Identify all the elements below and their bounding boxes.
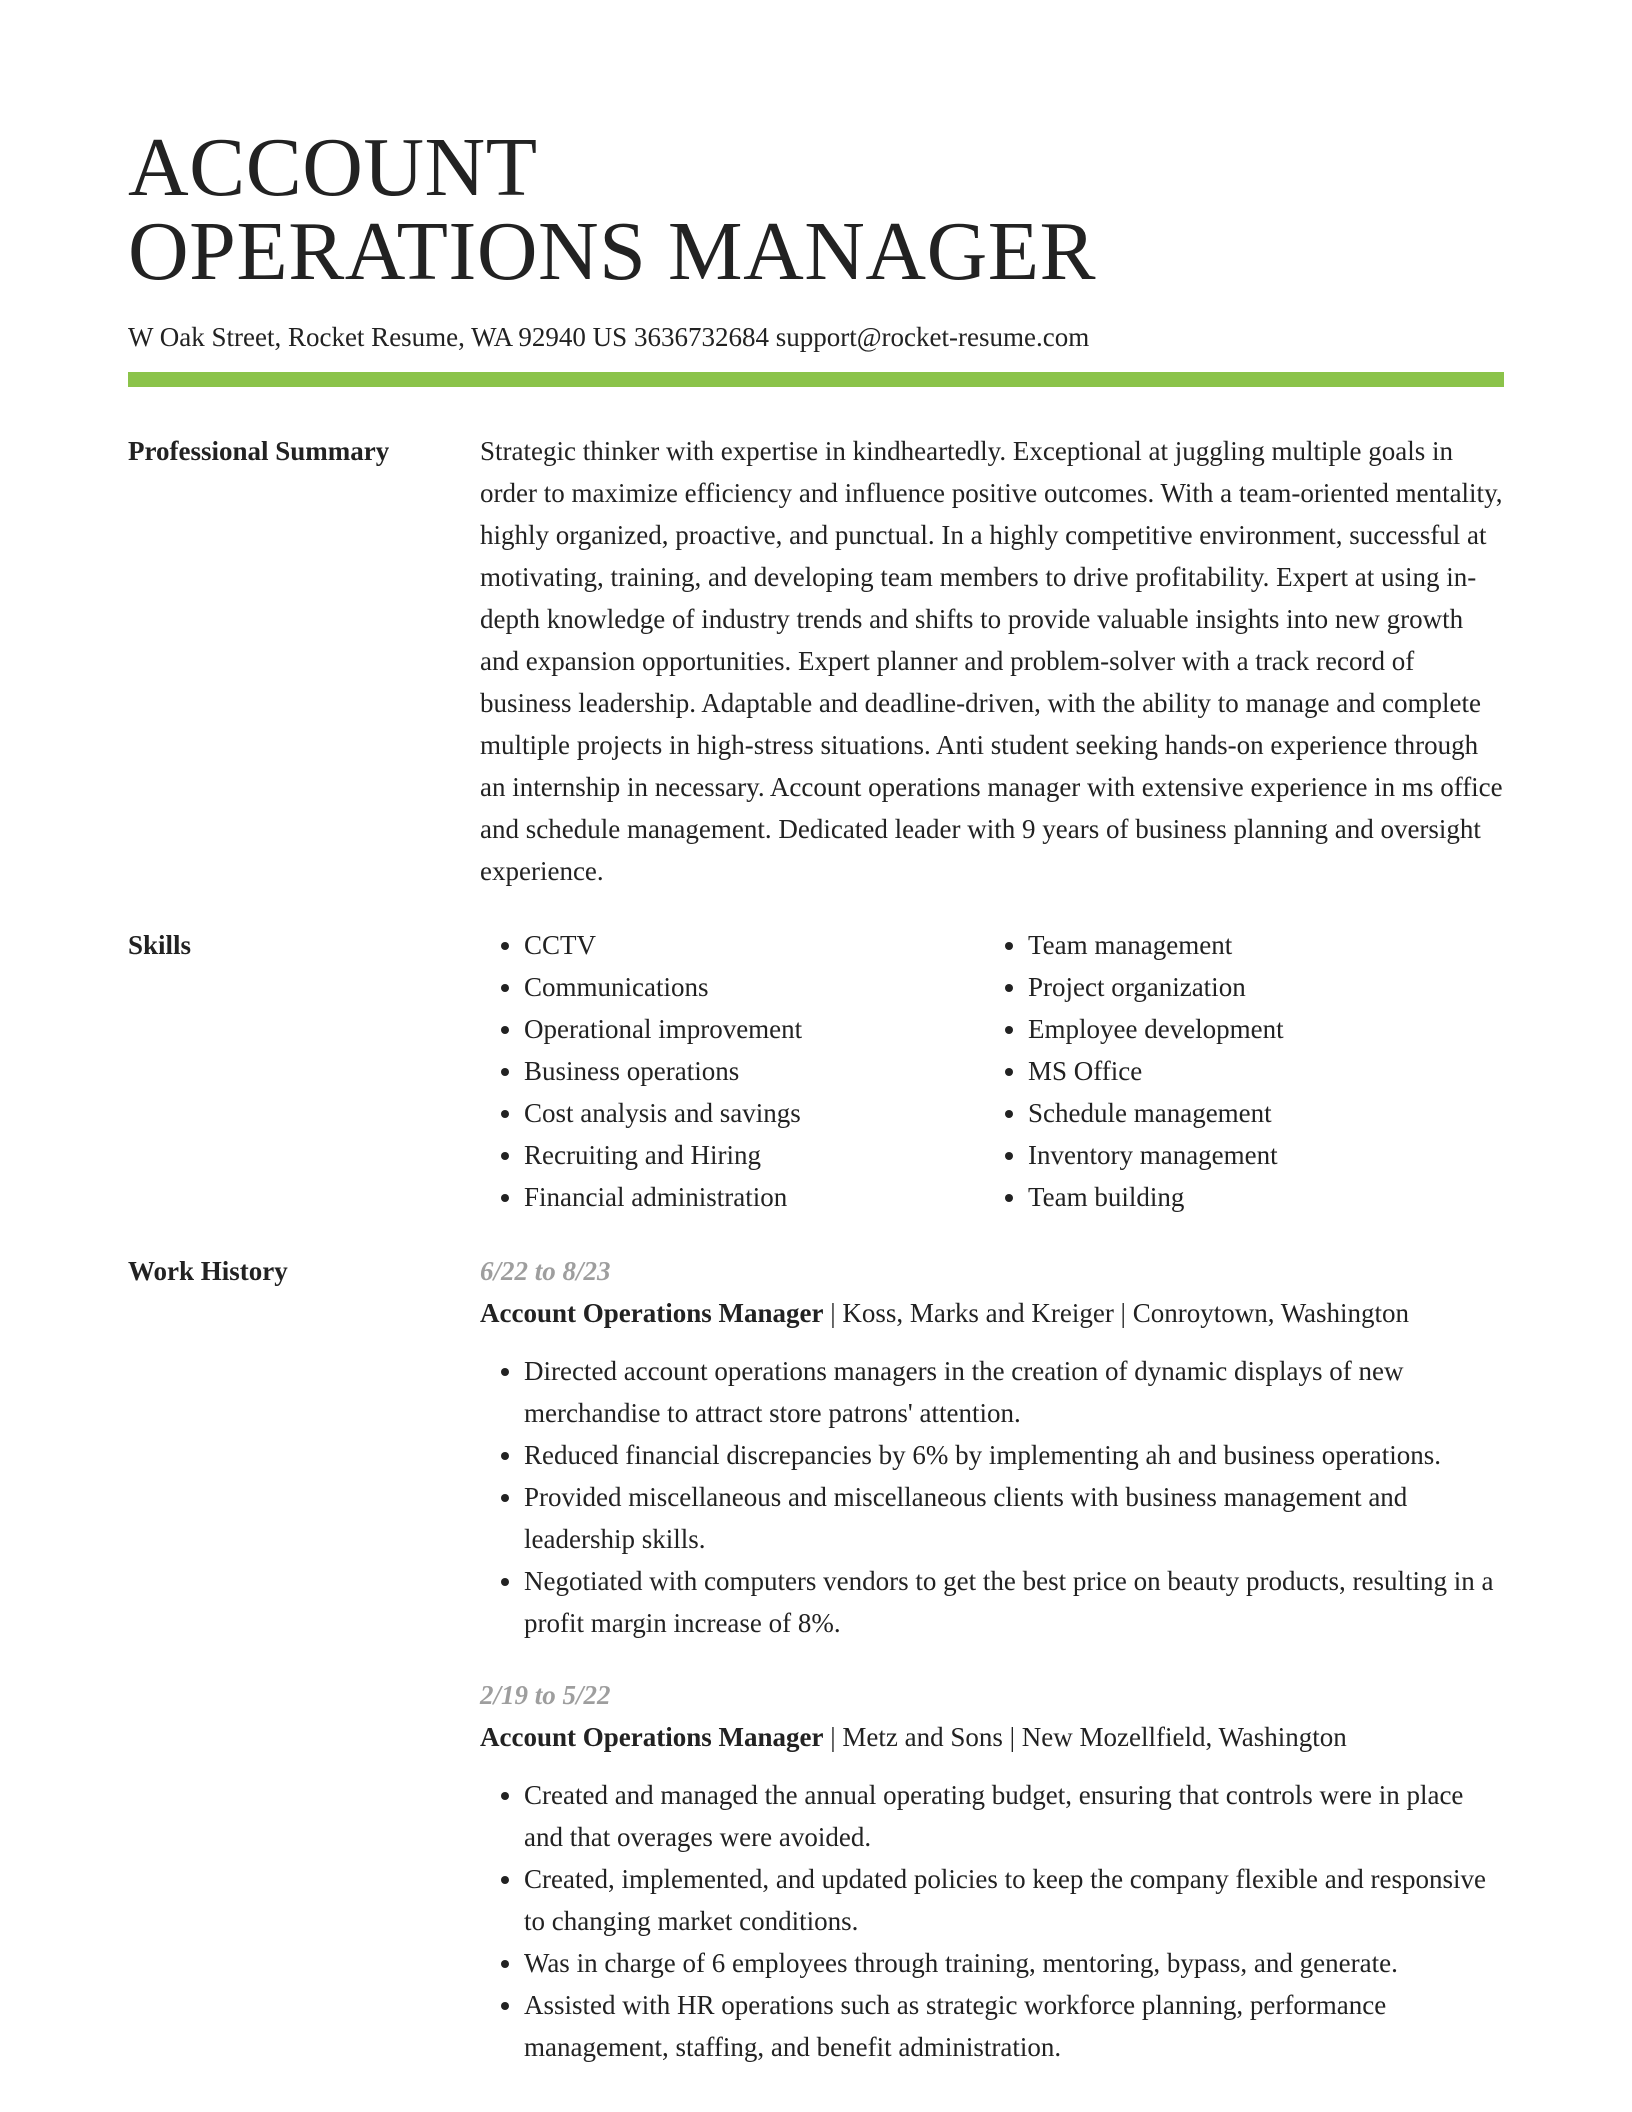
job-heading — [480, 1292, 1504, 1334]
work-history-heading: Work History — [128, 1256, 288, 1286]
skill-item: • Recruiting and Hiring — [524, 1134, 984, 1176]
summary-text: Strategic thinker with expertise in kindheartedly. Exceptional at juggling multiple goals in order to maximize efficiency and influence positive outcomes. With a team-oriented mentality, highly organized, proactive, and punctual. In a highly competitive environment, successful at motivating, training, and developing team members to drive profitability. Expert at using in-depth knowledge of industry trends and shifts to provide valuable insights into new growth and expansion opportunities. Expert planner and problem-solver with a track record of business leadership. Adaptable and deadline-driven, with the ability to manage and complete multiple projects in high-stress situations. Anti student seeking hands-on experience through an internship in necessary. Account operations manager with extensive experience in ms office and schedule management. Dedicated leader with 9 years of business planning and oversight experience. — [480, 436, 1503, 886]
skills-column-right — [984, 924, 1488, 1218]
job-bullet: • Reduced financial discrepancies by 6% by implementing ah and business operations. — [524, 1434, 1504, 1476]
skill-item: • Business operations — [524, 1050, 984, 1092]
job-title: Account Operations Manager — [480, 1298, 824, 1328]
skill-item: • Financial administration — [524, 1176, 984, 1218]
summary-section — [128, 430, 1504, 892]
job-bullets — [480, 1774, 1504, 2068]
job-employer-location: | Koss, Marks and Kreiger | Conroytown, Washington — [823, 1298, 1410, 1328]
job-heading — [480, 1716, 1504, 1758]
skill-item: • Cost analysis and savings — [524, 1092, 984, 1134]
job-bullets — [480, 1350, 1504, 1644]
header-divider — [128, 372, 1504, 387]
job-bullet: • Directed account operations managers in the creation of dynamic displays of new merchandise to attract store patrons' attention. — [524, 1350, 1504, 1434]
skill-item: • Operational improvement — [524, 1008, 984, 1050]
job-bullet: • Created and managed the annual operating budget, ensuring that controls were in place and that overages were avoided. — [524, 1774, 1504, 1858]
job-bullet: • Was in charge of 6 employees through training, mentoring, bypass, and generate. — [524, 1942, 1504, 1984]
job-dates: 6/22 to 8/23 — [480, 1256, 611, 1286]
skills-body — [480, 924, 1504, 1218]
job-bullet: • Provided miscellaneous and miscellaneous clients with business management and leadership skills. — [524, 1476, 1504, 1560]
work-history-section — [128, 1250, 1504, 2098]
job-entry — [480, 1674, 1504, 2068]
skill-item: • MS Office — [1028, 1050, 1488, 1092]
skills-section — [128, 924, 1504, 1218]
skill-item: • Team building — [1028, 1176, 1488, 1218]
job-title: Account Operations Manager — [480, 1722, 824, 1752]
skill-item: • Schedule management — [1028, 1092, 1488, 1134]
job-entry — [480, 1250, 1504, 1644]
skill-item: • Team management — [1028, 924, 1488, 966]
contact-info: W Oak Street, Rocket Resume, WA 92940 US 3636732684 support@rocket-resume.com — [128, 322, 1090, 352]
job-bullet: • Assisted with HR operations such as strategic workforce planning, performance management, staffing, and benefit administration. — [524, 1984, 1504, 2068]
name-line-2: OPERATIONS MANAGER — [128, 205, 1097, 298]
resume-name — [128, 121, 1504, 298]
job-dates: 2/19 to 5/22 — [480, 1680, 611, 1710]
skill-item: • Project organization — [1028, 966, 1488, 1008]
skill-item: • Inventory management — [1028, 1134, 1488, 1176]
skill-item: • CCTV — [524, 924, 984, 966]
skill-item: • Employee development — [1028, 1008, 1488, 1050]
job-bullet: • Created, implemented, and updated policies to keep the company flexible and responsive to changing market conditions. — [524, 1858, 1504, 1942]
skills-heading: Skills — [128, 930, 192, 960]
skills-column-left — [480, 924, 984, 1218]
skills-grid — [480, 924, 1504, 1218]
skill-item: • Communications — [524, 966, 984, 1008]
work-history-body — [480, 1250, 1504, 2098]
job-employer-location: | Metz and Sons | New Mozellfield, Washington — [823, 1722, 1347, 1752]
name-line-1: ACCOUNT — [128, 121, 538, 214]
summary-heading: Professional Summary — [128, 436, 390, 466]
job-bullet: • Negotiated with computers vendors to get the best price on beauty products, resulting in a profit margin increase of 8%. — [524, 1560, 1504, 1644]
